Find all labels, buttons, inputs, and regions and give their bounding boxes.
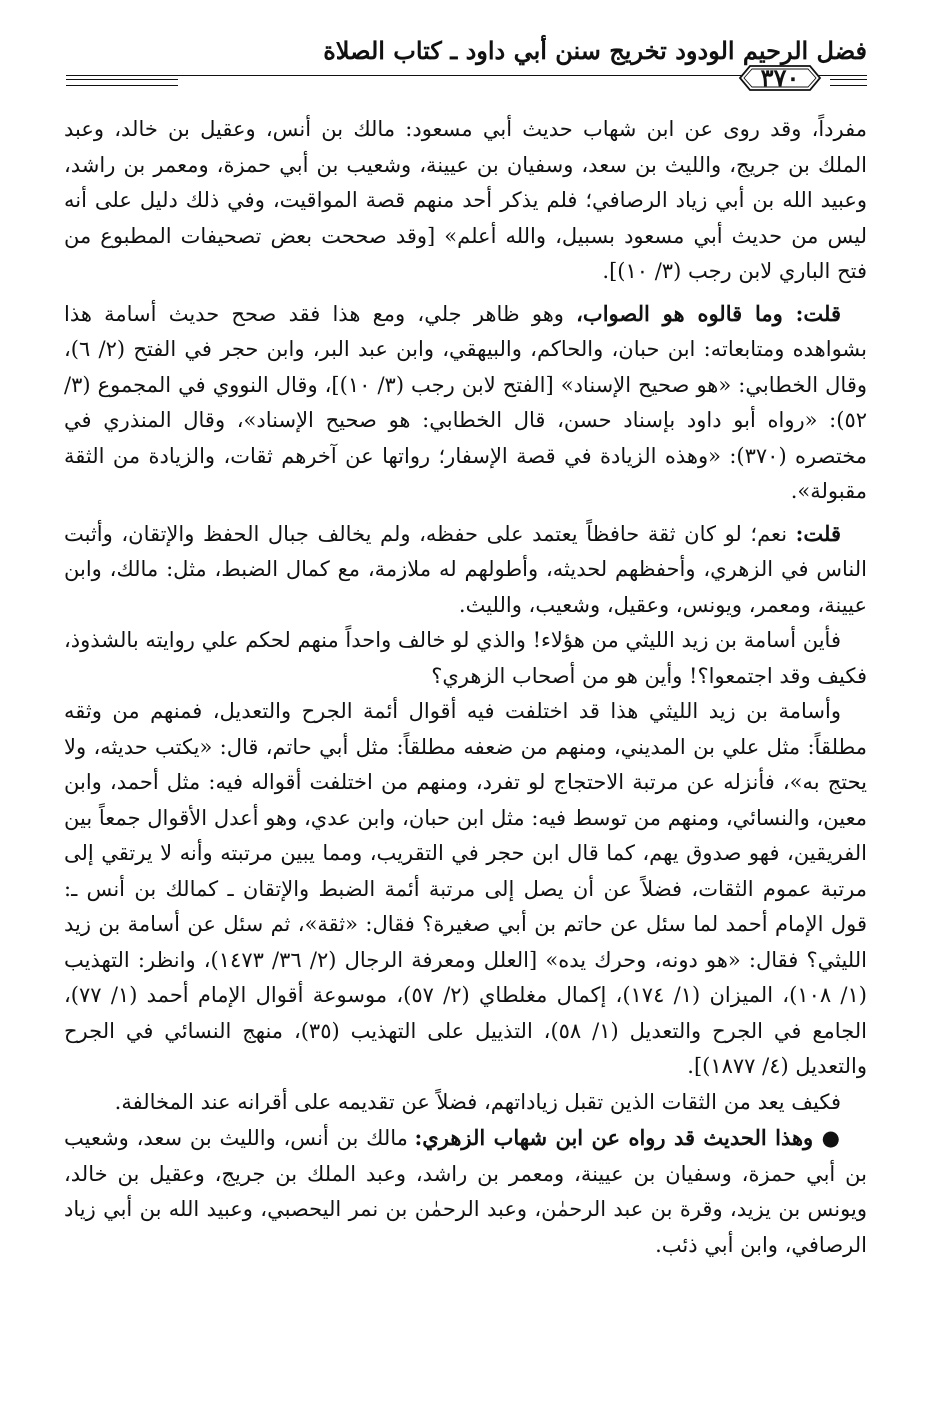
paragraph-6-text: فكيف يعد من الثقات الذين تقبل زياداتهم، فضلاً عن تقديمه على أقرانه عند المخالفة.	[114, 1089, 841, 1114]
paragraph-7-lead: ● وهذا الحديث قد رواه عن ابن شهاب الزهري:	[414, 1125, 841, 1150]
paragraph-3-text: نعم؛ لو كان ثقة حافظاً يعتمد على حفظه، ولم يخالف جبال الحفظ والإتقان، وأثبت الناس في الزهري، وأحفظهم لحديثه، وأطولهم له ملازمة، مع كمال الضبط، مثل: مالك، وابن عيينة، ومعمر، ويونس، وعقيل، وشعيب، والليث.	[64, 521, 867, 617]
paragraph-7-text: مالك بن أنس، والليث بن سعد، وشعيب بن أبي حمزة، وسفيان بن عيينة، ومعمر بن راشد، وعبد الملك بن جريج، وعقيل بن خالد، ويونس بن يزيد، وقرة بن عبد الرحمٰن، وعبد الرحمٰن بن نمر اليحصبي، وعبيد الله بن أبي زياد الرصافي، وابن أبي ذئب.	[64, 1126, 867, 1257]
paragraph-5	[64, 694, 867, 1085]
header-rule-left-lower	[830, 85, 867, 86]
header-rule-right-upper	[66, 79, 178, 80]
paragraph-2-lead: قلت: وما قالوه هو الصواب،	[576, 300, 842, 326]
paragraph-3-lead: قلت:	[795, 520, 841, 546]
paragraph-4	[64, 623, 867, 694]
paragraph-2-text: وهو ظاهر جلي، ومع هذا فقد صحح حديث أسامة هذا بشواهده ومتابعاته: ابن حبان، والحاكم، والبيهقي، وابن عبد البر، وابن حجر في الفتح (٢/ ٦)، وقال الخطابي: «هو صحيح الإسناد» [الفتح لابن رجب (٣/ ١٠)]، وقال النووي في المجموع (٣/ ٥٢): «رواه أبو داود بإسناد حسن، قال الخطابي: هو صحيح الإسناد»، وقال المنذري في مختصره (٣٧٠): «وهذه الزيادة في قصة الإسفار؛ رواتها عن آخرهم ثقات، والزيادة من الثقة مقبولة».	[64, 301, 868, 503]
running-header-title: فضل الرحيم الودود تخريج سنن أبي داود ـ كتاب الصلاة	[323, 36, 867, 65]
header-rule-right-lower	[66, 85, 178, 86]
paragraph-1-text: مفرداً، وقد روى عن ابن شهاب حديث أبي مسعود: مالك بن أنس، وعقيل بن خالد، وعبد الملك بن جريج، والليث بن سعد، وسفيان بن عيينة، وشعيب بن أبي حمزة، ومعمر بن راشد، وعبيد الله بن أبي زياد الرصافي؛ فلم يذكر أحد منهم قصة المواقيت، وفي ذلك دليل على أنه ليس من حديث أبي مسعود بسبيل، والله أعلم» [وقد صححت بعض تصحيفات المطبوع من فتح الباري لابن رجب (٣/ ١٠)].	[64, 117, 867, 283]
paragraph-2	[64, 296, 867, 510]
paragraph-1	[64, 112, 867, 290]
paragraph-7	[64, 1120, 867, 1263]
paragraph-6	[64, 1085, 867, 1121]
page-number-ornament	[736, 62, 824, 94]
paragraph-3	[64, 516, 867, 624]
main-text	[64, 112, 867, 1263]
page-number: ٣٧٠	[760, 63, 800, 92]
paragraph-5-text: وأسامة بن زيد الليثي هذا قد اختلفت فيه أقوال أئمة الجرح والتعديل، فمنهم من وثقه مطلقاً: مثل علي بن المديني، ومنهم من ضعفه مطلقاً: مثل أبي حاتم، قال: «يكتب حديثه، ولا يحتج به»، فأنزله عن مرتبة الاحتجاج لو تفرد، ومنهم من اختلفت أقواله فيه: مثل أحمد، وابن معين، والنسائي، ومنهم من توسط فيه: مثل ابن حبان، وابن عدي، وهو أعدل الأقوال جمعاً بين الفريقين، فهو صدوق يهم، كما قال ابن حجر في التقريب، ومما يبين مرتبته وأنه لا يرتقي إلى مرتبة عموم الثقات، فضلاً عن أن يصل إلى مرتبة أئمة الضبط والإتقان ـ كمالك بن أنس ـ: قول الإمام أحمد لما سئل عن حاتم بن أبي صغيرة؟ فقال: «ثقة»، ثم سئل عن أسامة بن زيد الليثي؟ فقال: «هو دونه، وحرك يده» [العلل ومعرفة الرجال (٢/ ٣٦/ ١٤٧٣)، وانظر: التهذيب (١/ ١٠٨)، الميزان (١/ ١٧٤)، إكمال مغلطاي (٢/ ٥٧)، موسوعة أقوال الإمام أحمد (١/ ٧٧)، الجامع في الجرح والتعديل (١/ ٥٨)، التذييل على التهذيب (٣٥)، منهج النسائي في الجرح والتعديل (٤/ ١٨٧٧)].	[64, 699, 867, 1078]
header-rule-left-upper	[830, 79, 867, 80]
paragraph-4-text: فأين أسامة بن زيد الليثي من هؤلاء! والذي لو خالف واحداً منهم لحكم علي روايته بالشذوذ، فكيف وقد اجتمعوا؟! وأين هو من أصحاب الزهري؟	[64, 628, 867, 688]
